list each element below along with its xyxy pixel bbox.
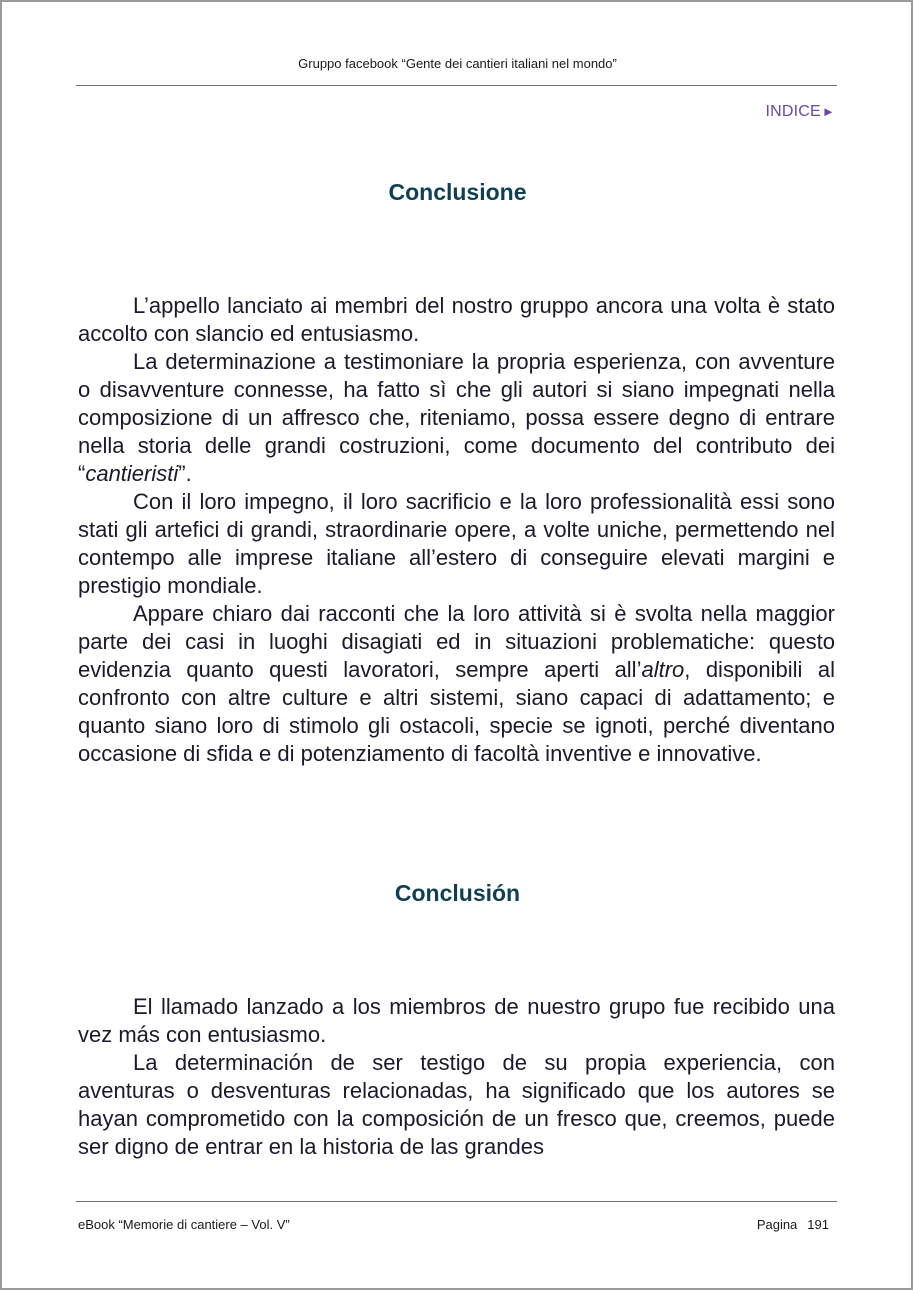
page-label: Pagina (756, 1217, 798, 1232)
italic-term: altro (641, 657, 685, 682)
paragraph: La determinación de ser testigo de su propia experiencia, con aventuras o desventuras relacionadas, ha significado que los autores se hayan comprometido con la composición de un fresco que, creemos, puede ser digno de entrar en la historia de las grandes (78, 1050, 835, 1159)
running-header: Gruppo facebook “Gente dei cantieri italiani nel mondo” (298, 56, 617, 71)
play-arrow-icon: ► (821, 104, 835, 119)
paragraph (78, 600, 835, 768)
paragraph: El llamado lanzado a los miembros de nuestro grupo fue recibido una vez más con entusiasmo. (78, 994, 835, 1047)
body-text-spanish (78, 993, 835, 1161)
paragraph: Con il loro impegno, il loro sacrificio e la loro professionalità essi sono stati gli artefici di grandi, straordinarie opere, a volte uniche, permettendo nel contempo alle imprese italiane all’estero di conseguire elevati margini e prestigio mondiale. (78, 489, 835, 598)
paragraph: L’appello lanciato ai membri del nostro gruppo ancora una volta è stato accolto con slancio ed entusiasmo. (78, 293, 835, 346)
header-divider (76, 85, 837, 86)
index-link[interactable] (765, 103, 835, 121)
index-label: INDICE (765, 103, 821, 120)
page-number-value: 191 (807, 1217, 829, 1232)
section-title-italian: Conclusione (388, 179, 527, 205)
section-title-spanish: Conclusión (394, 880, 521, 906)
italic-term: cantieristi (85, 461, 179, 486)
running-footer: eBook “Memorie di cantiere – Vol. V” (78, 1217, 290, 1232)
paragraph-text: La determinazione a testimoniare la propria esperienza, con avventure o disavventure connesse, ha fatto sì che gli autori si siano impegnati nella composizione di un affresco che, riteniamo, possa essere degno di entrare nella storia delle grandi costruzioni, come documento del contributo dei “ (78, 349, 835, 486)
paragraph-text: , disponibili al confronto con altre culture e altri sistemi, siano capaci di adattamento; e quanto siano loro di stimolo gli ostacoli, specie se ignoti, perché diventano occasione di sfida e di potenziamento di facoltà inventive e innovative. (78, 657, 835, 766)
page-number (757, 1217, 829, 1232)
paragraph (78, 348, 835, 488)
paragraph-text: ”. (178, 461, 192, 486)
footer-divider (76, 1201, 837, 1202)
body-text-italian (78, 292, 835, 768)
paragraph-text: Appare chiaro dai racconti che la loro attività si è svolta nella maggior parte dei casi in luoghi disagiati ed in situazioni problematiche: questo evidenzia quanto questi lavoratori, sempre aperti all’ (78, 601, 835, 682)
